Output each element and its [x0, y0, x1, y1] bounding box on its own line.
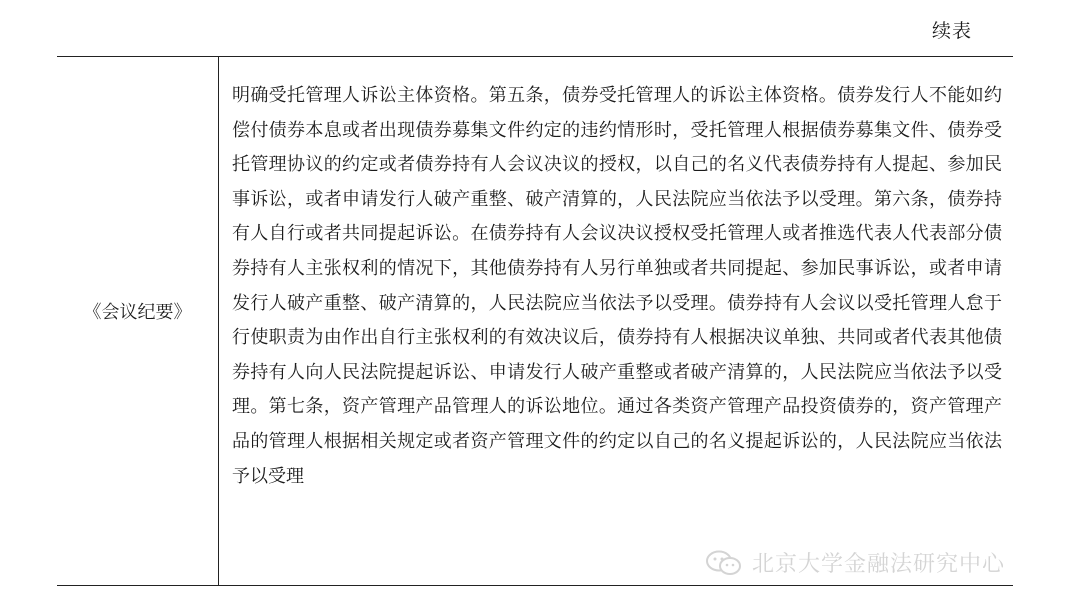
document-table — [57, 56, 1013, 586]
row-label: 《会议纪要》 — [83, 302, 192, 323]
watermark-text: 北京大学金融法研究中心 — [752, 552, 1006, 577]
row-content: 明确受托管理人诉讼主体资格。第五条，债券受托管理人的诉讼主体资格。债券发行人不能如约偿付债券本息或者出现债券募集文件约定的违约情形时，受托管理人根据债券募集文件、债券受托管理协议的约定或者债券持有人会议决议的授权，以自己的名义代表债券持有人提起、参加民事诉讼，或者申请发行人破产重整、破产清算的，人民法院应当依法予以受理。第六条，债券持有人自行或者共同提起诉讼。在债券持有人会议决议授权受托管理人或者推选代表人代表部分债券持有人主张权利的情况下，其他债券持有人另行单独或者共同提起、参加民事诉讼，或者申请发行人破产重整、破产清算的，人民法院应当依法予以受理。债券持有人会议以受托管理人怠于行使职责为由作出自行主张权利的有效决议后，债券持有人根据决议单独、共同或者代表其他债券持有人向人民法院提起诉讼、申请发行人破产重整或者破产清算的，人民法院应当依法予以受理。第七条，资产管理产品管理人的诉讼地位。通过各类资产管理产品投资债券的，资产管理产品的管理人根据相关规定或者资产管理文件的约定以自己的名义提起诉讼的，人民法院应当依法予以受理 — [232, 85, 1002, 487]
column-divider — [218, 57, 219, 585]
row-label-cell — [57, 57, 218, 585]
watermark — [704, 547, 1005, 578]
continued-label: 续表 — [932, 20, 973, 42]
wechat-icon — [704, 549, 744, 577]
